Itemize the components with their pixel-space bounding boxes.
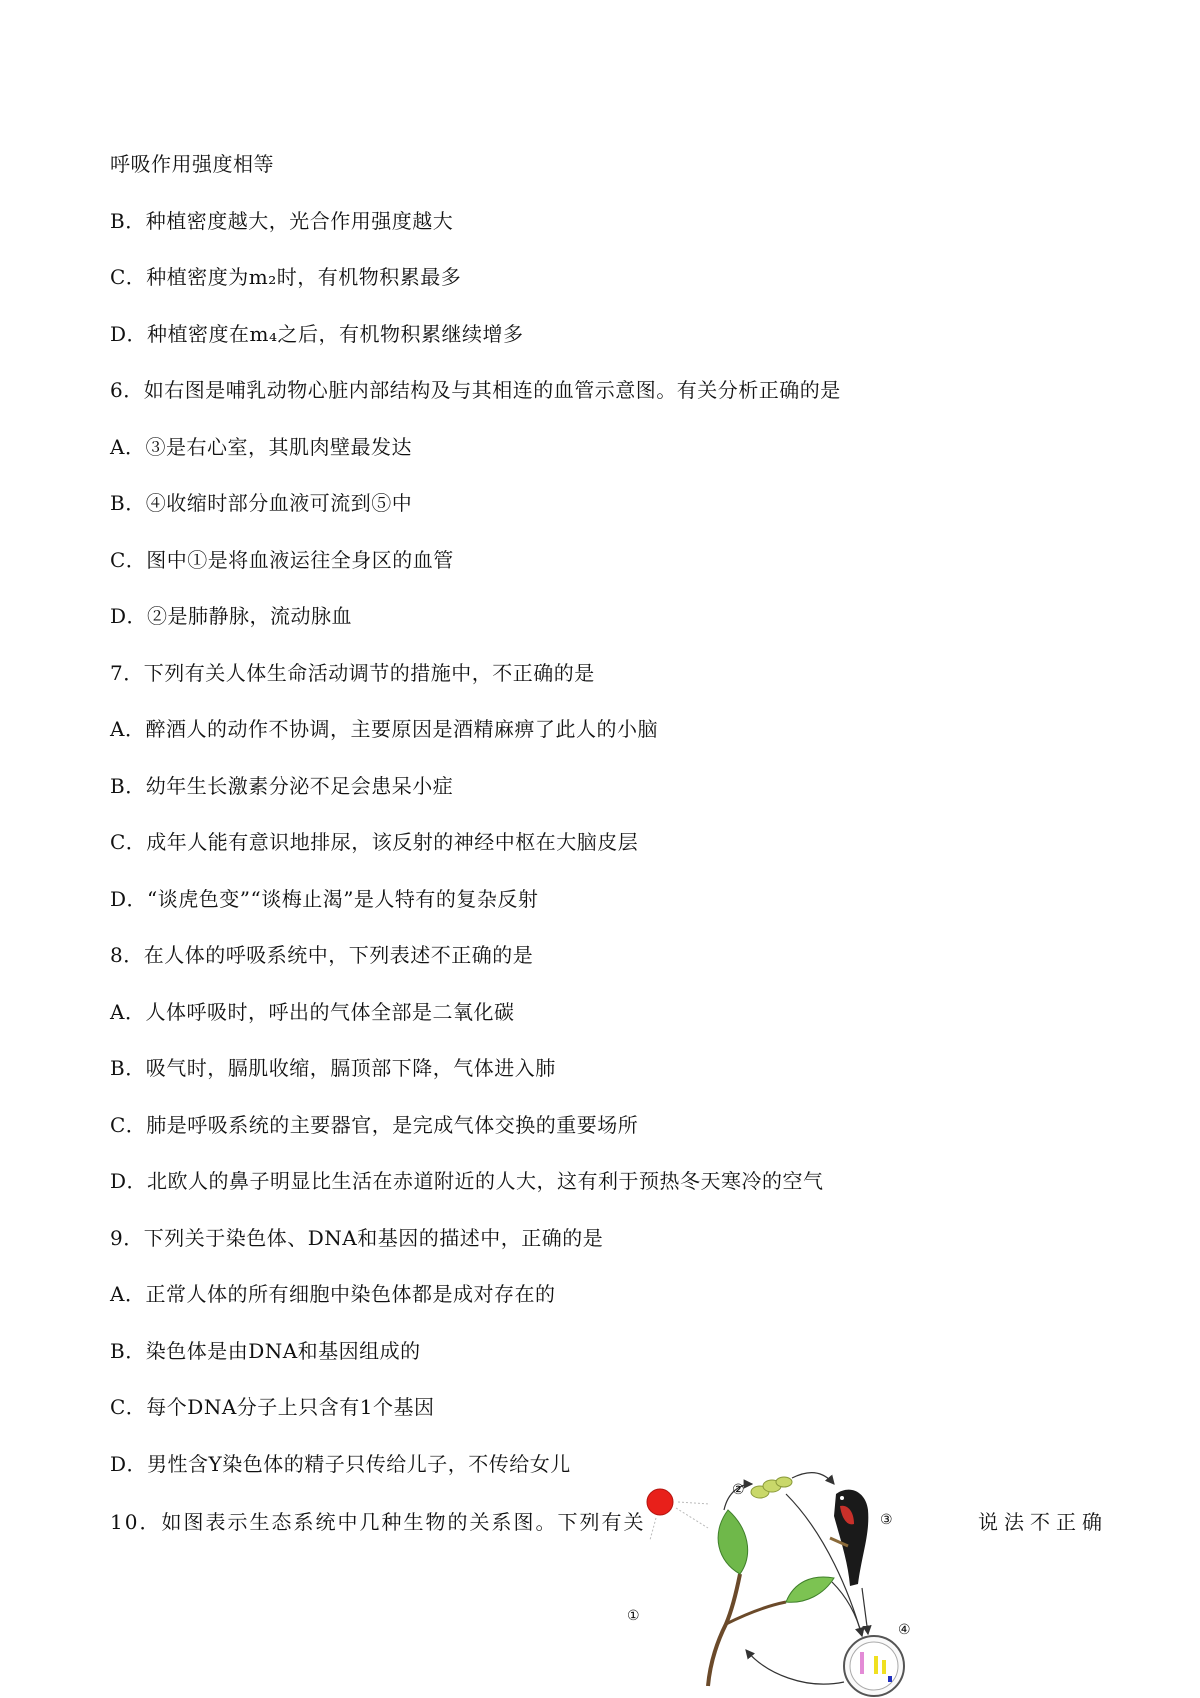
text-line: B．种植密度越大，光合作用强度越大 — [110, 209, 454, 233]
text-line: 8．在人体的呼吸系统中，下列表述不正确的是 — [110, 943, 534, 967]
figure-label-1: ① — [627, 1608, 640, 1624]
text-line: 呼吸作用强度相等 — [110, 152, 274, 176]
text-line: C．种植密度为m₂时，有机物积累最多 — [110, 265, 462, 289]
text-line: 7．下列有关人体生命活动调节的措施中，不正确的是 — [110, 661, 595, 685]
text-line: A．醉酒人的动作不协调，主要原因是酒精麻痹了此人的小脑 — [110, 717, 658, 741]
plant-icon — [708, 1510, 834, 1686]
figure-label-4: ④ — [898, 1622, 911, 1638]
figure-label-3: ③ — [880, 1512, 893, 1528]
question-10-text-continued: 说法不正确 — [978, 1510, 1108, 1534]
sun-icon — [647, 1489, 710, 1540]
text-line: C．成年人能有意识地排尿，该反射的神经中枢在大脑皮层 — [110, 830, 639, 854]
text-line: A．人体呼吸时，呼出的气体全部是二氧化碳 — [110, 1000, 515, 1024]
text-line: C．每个DNA分子上只含有1个基因 — [110, 1395, 435, 1419]
text-line: D．种植密度在m₄之后，有机物积累继续增多 — [110, 322, 524, 346]
figure-label-2: ② — [732, 1482, 745, 1498]
text-line: 6．如右图是哺乳动物心脏内部结构及与其相连的血管示意图。有关分析正确的是 — [110, 378, 841, 402]
text-line: C．肺是呼吸系统的主要器官，是完成气体交换的重要场所 — [110, 1113, 639, 1137]
text-line: B．④收缩时部分血液可流到⑤中 — [110, 491, 413, 515]
text-line: D．②是肺静脉，流动脉血 — [110, 604, 353, 628]
decomposer-dish-icon — [844, 1636, 904, 1696]
text-line: B．幼年生长激素分泌不足会患呆小症 — [110, 774, 454, 798]
question-10-text: 10．如图表示生态系统中几种生物的关系图。下列有关 — [110, 1510, 646, 1534]
ecosystem-diagram — [627, 1454, 966, 1698]
text-line: B．吸气时，膈肌收缩，膈顶部下降，气体进入肺 — [110, 1056, 556, 1080]
caterpillar-icon — [751, 1477, 792, 1498]
text-line: D．男性含Y染色体的精子只传给儿子，不传给女儿 — [110, 1452, 571, 1476]
bird-icon — [830, 1490, 868, 1586]
text-line: C．图中①是将血液运往全身区的血管 — [110, 548, 454, 572]
text-line: B．染色体是由DNA和基因组成的 — [110, 1339, 421, 1363]
text-line: D．北欧人的鼻子明显比生活在赤道附近的人大，这有利于预热冬天寒冷的空气 — [110, 1169, 824, 1193]
text-line: D．“谈虎色变”“谈梅止渴”是人特有的复杂反射 — [110, 887, 539, 911]
text-line: A．③是右心室，其肌肉壁最发达 — [110, 435, 412, 459]
text-line: 9．下列关于染色体、DNA和基因的描述中，正确的是 — [110, 1226, 604, 1250]
text-line: A．正常人体的所有细胞中染色体都是成对存在的 — [110, 1282, 556, 1306]
